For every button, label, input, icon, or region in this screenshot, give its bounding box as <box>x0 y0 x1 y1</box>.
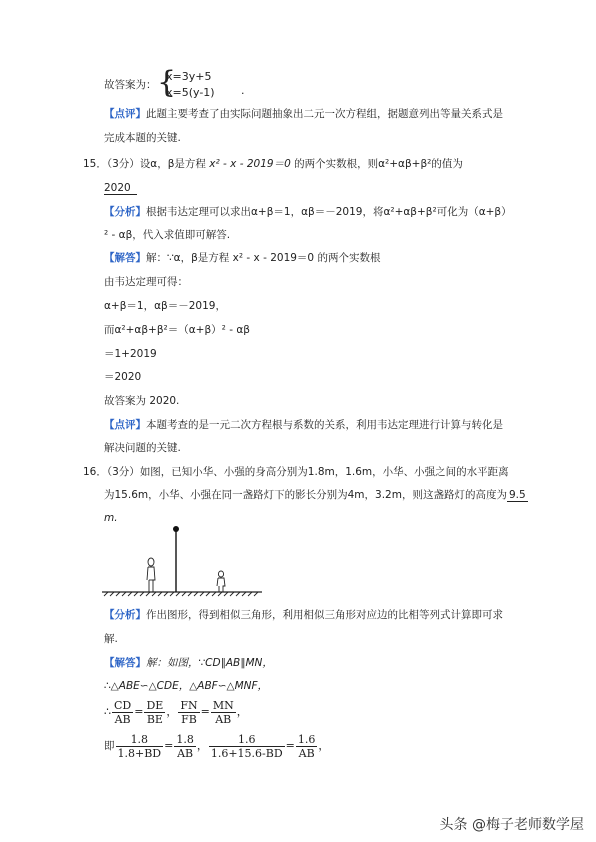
fraction <box>144 699 165 726</box>
person-xiaohua-icon <box>147 558 155 592</box>
equals-sign: = <box>200 705 210 718</box>
question-15-answer <box>104 181 137 195</box>
solution-text: 解：∵α，β是方程 x² - x - 2019＝0 的两个实数根 <box>146 252 381 264</box>
note-15-line1 <box>104 418 503 432</box>
solution-15-line6: ＝2020 <box>104 371 142 383</box>
solution-16-line1 <box>104 656 273 670</box>
equals-sign: = <box>134 705 144 718</box>
analysis-15-line1 <box>104 205 512 219</box>
question-text: 如图，已知小华、小强的身高分别为1.8m，1.6m，小华、小强之间的水平距离 <box>139 466 509 478</box>
watermark-handle: @梅子老师数学屋 <box>472 817 584 833</box>
fraction <box>209 733 285 760</box>
fraction-denominator: FB <box>181 712 197 726</box>
fraction-numerator: 1.8 <box>116 733 164 747</box>
fraction-row-2 <box>104 732 329 760</box>
fraction-denominator: AB <box>114 712 131 726</box>
fraction-denominator: 1.8+BD <box>117 746 162 760</box>
fraction-row-1 <box>104 698 248 726</box>
fraction <box>116 733 164 760</box>
fraction-numerator: MN <box>212 698 234 712</box>
question-equation: x² - x - 2019＝0 <box>209 158 291 170</box>
fraction-denominator: 1.6+15.6-BD <box>210 746 283 760</box>
fraction <box>296 733 318 760</box>
analysis-16-line1 <box>104 608 503 622</box>
solution-15-line5: ＝1+2019 <box>104 348 157 360</box>
analysis-16-line2: 解. <box>104 633 118 645</box>
fraction-numerator: FN <box>180 698 198 712</box>
analysis-text: 作出图形，得到相似三角形，利用相似三角形对应边的比相等列式计算即可求 <box>146 609 503 621</box>
note-14-line1 <box>104 107 503 121</box>
fraction <box>211 699 236 726</box>
fraction <box>174 733 196 760</box>
solution-tag: 【解答】 <box>104 252 146 264</box>
watermark <box>440 814 584 834</box>
fraction <box>112 699 133 726</box>
analysis-15-line2: ² - αβ，代入求值即可解答. <box>104 229 231 241</box>
solution-text: 解：如图，∵CD∥AB∥MN， <box>146 657 273 669</box>
fraction-numerator: DE <box>146 698 164 712</box>
equation-brace: { <box>157 65 177 100</box>
note-15-line2: 解决问题的关键. <box>104 442 181 454</box>
comma: ， <box>166 705 178 718</box>
fraction-numerator: 1.6 <box>209 733 285 747</box>
equals-sign: = <box>285 739 295 752</box>
comma: ， <box>236 705 248 718</box>
question-text: 的值为 <box>431 158 463 170</box>
answer-unit: m. <box>104 512 118 524</box>
question-number: 15． <box>83 158 107 170</box>
question-16-line2 <box>104 488 528 502</box>
question-score: （3分） <box>106 158 140 170</box>
note-text: 本题考查的是一元二次方程根与系数的关系，利用韦达定理进行计算与转化是 <box>146 419 503 431</box>
fraction-numerator: 1.8 <box>176 732 194 746</box>
answer-lead-14: 故答案为： <box>104 79 157 91</box>
fraction-denominator: AB <box>215 712 232 726</box>
therefore-symbol: ∴ <box>104 705 111 718</box>
equals-sign: = <box>164 739 174 752</box>
note-14-line2: 完成本题的关键. <box>104 132 181 144</box>
question-expression: α²+αβ+β² <box>378 158 432 170</box>
solution-16-line2: ∴△ABE∽△CDE，△ABF∽△MNF， <box>104 680 269 692</box>
solution-15-line4: 而α²+αβ+β²＝（α+β）² - αβ <box>104 324 250 336</box>
lamp-light-icon <box>173 526 179 532</box>
street-lamp-figure <box>100 522 264 600</box>
analysis-text: 根据韦达定理可以求出α+β＝1，αβ＝－2019，将α²+αβ+β²可化为（α+β） <box>146 206 512 218</box>
answer-blank: 9.5 <box>508 489 526 501</box>
comma: ， <box>196 739 208 752</box>
fraction-denominator: AB <box>298 746 315 760</box>
analysis-tag: 【分析】 <box>104 206 146 218</box>
note-tag: 【点评】 <box>104 419 146 431</box>
question-number: 16． <box>83 466 107 478</box>
question-text: 为15.6m，小华、小强在同一盏路灯下的影长分别为4m，3.2m，则这盏路灯的高度为 <box>104 489 507 501</box>
question-score: （3分） <box>106 466 140 478</box>
solution-15-line3: α+β＝1，αβ＝－2019， <box>104 300 226 312</box>
equation-1: x=3y+5 <box>166 70 212 83</box>
comma: ， <box>318 739 330 752</box>
question-text: 设α，β是方程 <box>139 158 206 170</box>
person-xiaoqiang-icon <box>217 571 225 592</box>
question-15-line1 <box>83 157 463 171</box>
fraction-numerator: 1.6 <box>297 732 316 746</box>
solution-15-line2: 由韦达定理可得： <box>104 276 188 288</box>
question-16-line1 <box>83 465 509 479</box>
watermark-platform: 头条 <box>439 817 468 833</box>
ji-word: 即 <box>104 740 115 752</box>
note-text: 此题主要考查了由实际问题抽象出二元一次方程组，据题意列出等量关系式是 <box>146 108 503 120</box>
analysis-tag: 【分析】 <box>104 609 146 621</box>
solution-15-line1 <box>104 251 380 265</box>
fraction-denominator: AB <box>177 746 194 760</box>
fraction-denominator: BE <box>146 712 163 726</box>
answer-blank: 2020 <box>104 182 137 195</box>
solution-tag: 【解答】 <box>104 657 146 669</box>
solution-15-line7: 故答案为 2020. <box>104 395 180 407</box>
equation-2: x=5(y-1) <box>166 86 215 99</box>
fraction <box>178 699 199 726</box>
note-tag: 【点评】 <box>104 108 146 120</box>
question-text: 的两个实数根，则 <box>294 158 379 170</box>
fraction-numerator: CD <box>114 698 132 712</box>
equation-period: . <box>241 84 245 97</box>
